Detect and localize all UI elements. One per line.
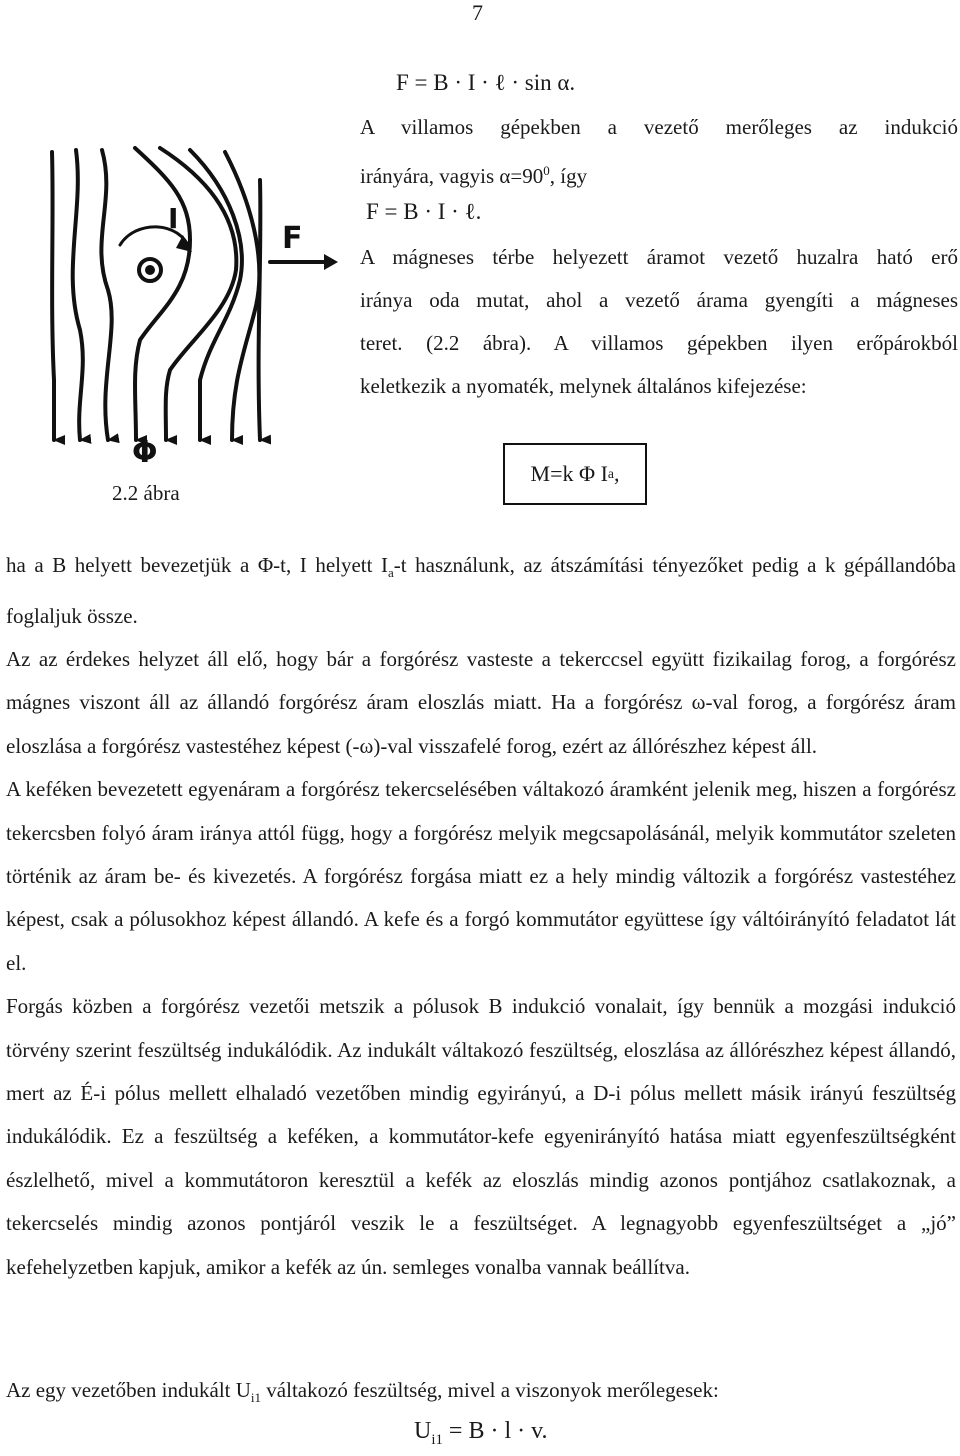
force-formula-general: F = B · I · ℓ · sin α. [396, 70, 576, 95]
body-text [6, 544, 956, 1289]
last-paragraph: Az egy vezetőben indukált $U_{i1}$ váltakozó feszültség, mivel a viszonyok merőlegesek: [6, 1378, 719, 1406]
field-line-4 [135, 148, 190, 440]
right-column-text-2 [360, 236, 958, 408]
paragraph-3: A keféken bevezetett egyenáram a forgórész tekercselésében váltakozó áramként jelenik meg, hiszen a forgórész tekercsben folyó áram iránya attól függ, hogy a forgórész melyik megcsapolásánál, melyik kommutátor szeleten történik az áram be- és kivezetés. A forgórész forgása miatt ez a hely mindig változik a forgórész vastestéhez képest, csak a pólusokhoz képest állandó. A kefe és a forgó kommutátor együttese így váltóirányító feladatot lát el. [6, 777, 956, 975]
figure-label-phi: Φ [132, 435, 158, 470]
field-line-3 [101, 150, 111, 440]
paragraph-2: Az az érdekes helyzet áll elő, hogy bár a forgórész vasteste a tekerccsel együtt fizikailag forog, a forgórész mágnes viszont áll az állandó forgórész áram eloszlás miatt. Ha a forgórész ω-val forog, a forgórész áram eloszlása a forgórész vastestéhez képest (-ω)-val visszafelé forog, ezért az állórészhez képest áll. [6, 647, 956, 758]
right-para2-line4: keletkezik a nyomaték, melynek általános kifejezése: [360, 374, 807, 398]
field-line-7 [225, 152, 259, 440]
right-para2-line1: A mágneses térbe helyezett áramot vezető huzalra ható erő [360, 245, 958, 269]
field-line-1 [52, 152, 54, 440]
torque-formula-box [503, 443, 647, 505]
right-para1-line1: A villamos gépekben a vezető merőleges az indukció [360, 115, 958, 139]
torque-formula-tail: , [613, 461, 620, 486]
force-formula-perpendicular: F = B · I · ℓ. [366, 199, 482, 224]
torque-formula-main: M=k Φ I [530, 461, 608, 486]
torque-formula-sub: a [607, 466, 614, 481]
figure-label-i: I [168, 202, 179, 235]
induced-voltage-formula: $U_{i1} = B \cdot l \cdot v$. [414, 1418, 548, 1448]
field-lines-diagram [40, 140, 350, 470]
figure-label-f: F [282, 221, 303, 256]
field-line-8 [259, 180, 261, 440]
right-column-text [360, 106, 958, 198]
right-para2-line2: iránya oda mutat, ahol a vezető árama gyengíti a mágneses [360, 288, 958, 312]
right-para2-line3: teret. (2.2 ábra). A villamos gépekben ilyen erőpárokból [360, 331, 958, 355]
field-line-2 [73, 150, 83, 440]
right-para1-line2: irányára, vagyis $\alpha=90^0$, így [360, 163, 588, 188]
paragraph-1: ha a B helyett bevezetjük a Φ-t, I helyett $I_a-t$ használunk, az átszámítási tényezőket pedig a k gépállandóba foglaljuk össze. [6, 553, 956, 628]
figure-caption: 2.2 ábra [112, 481, 180, 505]
magnetic-field-figure [40, 140, 350, 470]
paragraph-4: Forgás közben a forgórész vezetői metszik a pólusok B indukció vonalait, így bennük a mozgási indukció törvény szerint feszültség indukálódik. Az indukált váltakozó feszültség, eloszlása az állórészhez képest állandó, mert az É-i pólus mellett elhaladó vezetőben mindig egyirányú, a D-i pólus mellett másik irányú feszültség indukálódik. Ez a feszültség a keféken, a kommutátor-kefe egyenirányító hatása miatt egyenfeszültségként észlelhető, mivel a kommutátoron keresztül a kefék az eloszlás mindig azonos pontjához csatlakoznak, a tekercselés mindig azonos pontjáról veszik le a feszültséget. A legnagyobb egyenfeszültséget a „jó” kefehelyzetben kapjuk, amikor a kefék az ún. semleges vonalba vannak beállítva. [6, 994, 956, 1279]
page-number: 7 [472, 0, 483, 25]
